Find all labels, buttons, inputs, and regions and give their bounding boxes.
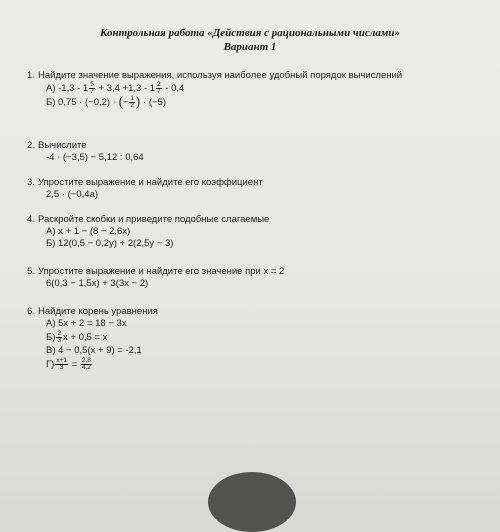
fraction: $\frac{x+1}{3}$	[56, 357, 67, 372]
task-2	[27, 140, 478, 164]
fraction: $\frac{5}{7}$	[90, 81, 94, 95]
task-1-part-b: Б) 0,75 · (−0,2) · (− $\frac{1}{2}$ ) · (−5)	[46, 94, 166, 110]
task-6-part-a: А) 5x + 2 = 18 − 3x	[46, 318, 127, 329]
task-number: 1.	[27, 70, 35, 81]
task-number: 4.	[27, 214, 35, 225]
task-number: 5.	[27, 266, 35, 277]
task-4	[27, 214, 478, 250]
task-text: Найдите значение выражения, используя наиболее удобный порядок вычислений	[38, 70, 403, 81]
task-4-part-a: А) x + 1 − (8 − 2,6x)	[46, 226, 131, 237]
task-expression: 2,5 · (−0,4a)	[46, 189, 99, 200]
task-1-part-a: А) -1,3 - 1 $\frac{5}{7}$ + 3,4 +1,3 - 1 $\frac{2}{7}$ - 0,4	[46, 81, 185, 95]
fraction: $\frac{1}{2}$	[130, 95, 135, 110]
task-text: Упростите выражение и найдите его коэффициент	[38, 177, 263, 188]
task-1	[27, 70, 478, 110]
fraction: $\frac{2,8}{4,2}$	[81, 357, 91, 372]
task-6-part-c: В) 4 − 0,5(x + 9) = -2,1	[46, 345, 142, 357]
task-text: Раскройте скобки и приведите подобные слагаемые	[38, 214, 270, 225]
task-6-part-d: Г) $\frac{x+1}{3}$ = $\frac{2,8}{4,2}$	[46, 357, 91, 372]
task-3	[27, 177, 478, 201]
task-text: Вычислите	[38, 140, 87, 151]
task-expression: -4 · (−3,5) − 5,12 : 0,64	[46, 152, 144, 163]
fraction: $\frac{2}{7}$	[157, 81, 161, 95]
task-number: 3.	[27, 177, 35, 188]
task-text: Упростите выражение и найдите его значение при x = 2	[38, 266, 285, 277]
task-text: Найдите корень уравнения	[38, 306, 158, 317]
worksheet-variant: Вариант 1	[223, 41, 277, 53]
task-number: 6.	[27, 306, 35, 317]
task-6	[27, 306, 478, 372]
phone-shadow	[208, 472, 296, 532]
task-6-part-b: Б) $\frac{2}{3}$ x + 0,5 = x	[46, 330, 108, 344]
task-5	[27, 266, 478, 290]
worksheet-title: Контрольная работа «Действия с рациональными числами»	[99, 27, 401, 39]
task-expression: 6(0,3 − 1,5x) + 3(3x − 2)	[46, 278, 149, 289]
task-4-part-b: Б) 12(0,5 − 0,2y) + 2(2,5y − 3)	[46, 238, 174, 249]
task-number: 2.	[27, 140, 35, 151]
fraction: $\frac{2}{3}$	[57, 330, 62, 344]
